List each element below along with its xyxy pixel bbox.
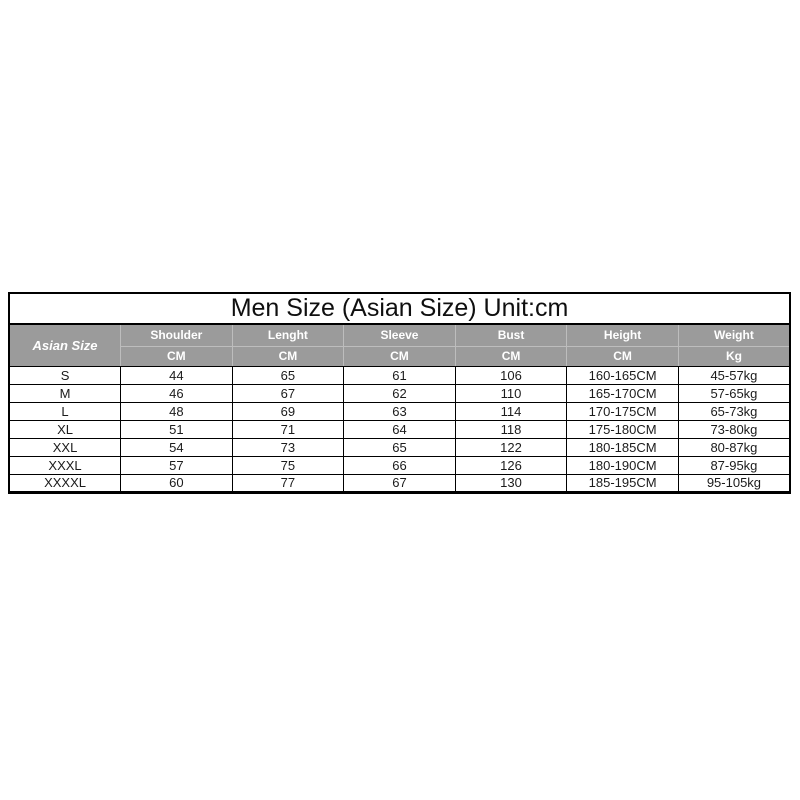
value-cell: 65 <box>232 366 344 384</box>
value-cell: 60 <box>121 474 233 492</box>
value-cell: 118 <box>455 420 567 438</box>
table-row-s <box>9 366 790 384</box>
column-header-height: Height <box>567 324 679 346</box>
column-header-sleeve: Sleeve <box>344 324 456 346</box>
unit-header-height: CM <box>567 346 679 366</box>
column-header-lenght: Lenght <box>232 324 344 346</box>
value-cell: 122 <box>455 438 567 456</box>
value-cell: 165-170CM <box>567 384 679 402</box>
size-chart <box>8 292 791 494</box>
unit-header-bust: CM <box>455 346 567 366</box>
value-cell: 57-65kg <box>678 384 790 402</box>
table-row-xxxl <box>9 456 790 474</box>
column-header-weight: Weight <box>678 324 790 346</box>
value-cell: 77 <box>232 474 344 492</box>
value-cell: 180-185CM <box>567 438 679 456</box>
value-cell: 73-80kg <box>678 420 790 438</box>
value-cell: 69 <box>232 402 344 420</box>
value-cell: 65 <box>344 438 456 456</box>
table-row-xl <box>9 420 790 438</box>
unit-header-sleeve: CM <box>344 346 456 366</box>
value-cell: 180-190CM <box>567 456 679 474</box>
table-title: Men Size (Asian Size) Unit:cm <box>9 293 790 324</box>
table-row-xxl <box>9 438 790 456</box>
value-cell: 80-87kg <box>678 438 790 456</box>
value-cell: 185-195CM <box>567 474 679 492</box>
value-cell: 65-73kg <box>678 402 790 420</box>
value-cell: 175-180CM <box>567 420 679 438</box>
unit-header-lenght: CM <box>232 346 344 366</box>
value-cell: 160-165CM <box>567 366 679 384</box>
size-cell: S <box>9 366 121 384</box>
value-cell: 48 <box>121 402 233 420</box>
value-cell: 63 <box>344 402 456 420</box>
size-table-body <box>9 366 790 492</box>
value-cell: 110 <box>455 384 567 402</box>
table-row-l <box>9 402 790 420</box>
value-cell: 61 <box>344 366 456 384</box>
value-cell: 51 <box>121 420 233 438</box>
value-cell: 75 <box>232 456 344 474</box>
unit-header-weight: Kg <box>678 346 790 366</box>
value-cell: 45-57kg <box>678 366 790 384</box>
value-cell: 54 <box>121 438 233 456</box>
unit-header-shoulder: CM <box>121 346 233 366</box>
value-cell: 66 <box>344 456 456 474</box>
corner-label: Asian Size <box>9 324 121 366</box>
column-header-shoulder: Shoulder <box>121 324 233 346</box>
size-cell: XXXL <box>9 456 121 474</box>
value-cell: 106 <box>455 366 567 384</box>
column-header-bust: Bust <box>455 324 567 346</box>
title-row <box>9 293 790 324</box>
value-cell: 114 <box>455 402 567 420</box>
value-cell: 46 <box>121 384 233 402</box>
size-cell: XXXXL <box>9 474 121 492</box>
size-cell: M <box>9 384 121 402</box>
table-row-m <box>9 384 790 402</box>
size-cell: L <box>9 402 121 420</box>
size-cell: XL <box>9 420 121 438</box>
value-cell: 170-175CM <box>567 402 679 420</box>
size-table-header <box>9 293 790 366</box>
value-cell: 67 <box>232 384 344 402</box>
value-cell: 44 <box>121 366 233 384</box>
value-cell: 67 <box>344 474 456 492</box>
column-header-row <box>9 324 790 346</box>
value-cell: 73 <box>232 438 344 456</box>
size-cell: XXL <box>9 438 121 456</box>
value-cell: 57 <box>121 456 233 474</box>
value-cell: 87-95kg <box>678 456 790 474</box>
value-cell: 64 <box>344 420 456 438</box>
unit-header-row <box>9 346 790 366</box>
table-row-xxxxl <box>9 474 790 492</box>
value-cell: 62 <box>344 384 456 402</box>
value-cell: 130 <box>455 474 567 492</box>
value-cell: 71 <box>232 420 344 438</box>
value-cell: 126 <box>455 456 567 474</box>
size-table <box>8 292 791 494</box>
value-cell: 95-105kg <box>678 474 790 492</box>
